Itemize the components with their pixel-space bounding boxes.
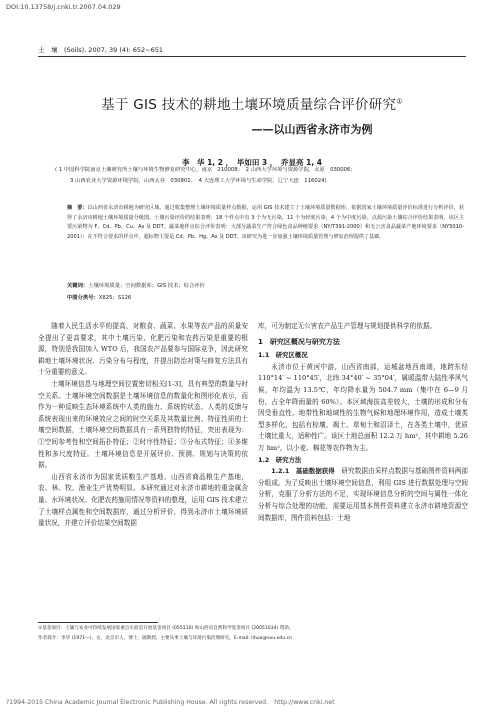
classification [67, 293, 464, 301]
classification-text: X825；S126 [98, 295, 132, 301]
copyright-footer: ?1994-2015 China Academic Journal Electronic Publishing House. All rights reserved. http://www.cnki.net [6, 699, 335, 706]
abstract-label: 摘 要： [67, 205, 88, 211]
classification-label: 中图分类号： [67, 295, 99, 301]
section-heading-1-2-1: 1.2.1 基础数据获得 [271, 467, 335, 476]
journal-citation: 土 壤 (Soils), 2007, 39 (4): 652~651 [38, 46, 164, 54]
footnote-author: 作者简介：李华 (1971—)，女，北京市人，博士，副教授，主要从事土壤与环境污染治理研究。E-mail: lihua@sxu.edu.cn [38, 636, 293, 641]
footnote-funding: ①基金项目：土壤与农业可持续发展国家重点实验室开放基金项目 (055110) 和山西省自然科学基金项目 (20051034) 资助。 [38, 626, 294, 631]
body-paragraph: 土壤环境信息与地理空间位置密切相关[1-3]，具有典型的数量与时空关系。土壤环境空间数据是土壤环境信息的数量化和图形化表示，而作为一种反映生态环境系统中人类的施力、系统的状态、人类的反馈与系统表现出来的环境效应之间的时空关系及其数量比例、特征性质的土壤空间数据，土壤环境空间数据具有一系列独特的特征，突出表现为：①空间参考性和空间拓扑特征；②时序性特征；③分布式特征；④多维性和多尺度特征。土壤环境信息是开展评价、预测、规划与决策的依据。 [38, 379, 248, 470]
affiliation-line-1: ( 1 中国科学院南京土壤研究所土壤与环境生物修复研究中心，南京 210008； 2 山西大学环境与资源学院，太原 030006； [55, 167, 356, 173]
footnote-rule [38, 622, 158, 623]
body-paragraph-continued: 库，可为制定无公害农产品生产管理与规划提供科学的依据。 [258, 322, 437, 330]
header-rule [38, 56, 466, 57]
body-paragraph: 随着人民生活水平的提高，对粮食、蔬菜、水果等农产品的质量安全提出了更高要求，其中土壤污染、化肥污染和农药污染是重要的根源，特别是我国加入 WTO 后，我国农产品要参与国际竞争，因此研究耕地土壤环境状况、污染分布与程度，并提出防治对策与修复方法具有十分重要的意义。 [38, 322, 248, 377]
section-heading-1: 1 研究区概况与研究方法 [258, 337, 340, 346]
body-paragraph: 山西省永济市为国家优质粮生产基地、山西省商品粮生产基地，农、林、牧、渔业生产优势明显。本研究通过对永济市耕地的重金属含量、水环境状况、化肥农药施用情况等资料的整理，运用 GIS 技术建立了土壤样点属性和空间数据库，通过分析评价，得到永济市土壤环境质量状况，并建立评价结果空间数据 [38, 472, 248, 528]
keywords-label: 关键词： [67, 283, 89, 289]
keywords [67, 281, 464, 289]
doi-header: DOI:10.13758/j.cnki.tr.2007.04.029 [6, 3, 121, 11]
title-text: 基于 GIS 技术的耕地土壤环境质量综合评价研究 [101, 97, 397, 113]
page-title [38, 93, 466, 113]
body-paragraph: 永济市位于黄河中游，山西省南部，运城盆地西南端，地跨东经 110°14′ ~ 110°45′，北纬 34°40′ ~ 35°04′，属暖温带大陆性季风气候，年均温为 13.5℃，年均降水量为 504.7 mm（集中在 6—9 月份，占全年降雨量的 60%）。本区域海拔高差较大，土壤的形成和分布因受垂直性、地带性和地域性的生物气候和地理环境作用，造成土壤类型多样化，包括有棕壤、褐土、草甸土和沼泽土，在各类土壤中，优质土壤比重大，适种性广。该区土地总面积 12.2 万 hm²，其中耕地 5.26 万 hm²，以小麦、棉花等农作物为主。 [258, 362, 468, 452]
abstract-text: 以山西省永济市耕地为研究区域，通过收集整理土壤环境质量样点数据，运用 GIS 技术建立了土壤环境质量数据库，依据国家土壤环境质量评价标准进行分析评价，获得了永济市耕地土壤环境质量分级图。土壤污染评价的结果表明：18 个样点中有 3 个为无污染，11 个为轻度污染，4 个为中度污染。点源污染土壤综合评价结果表明，该区主要污染物为 F、Cd、Pb、Cu、As 及 DDT。蔬菜地样点综合评价表明：大部分蔬菜生产符合绿色食品种植要求（NY/T391-2000）和无公害食品蔬菜产地环境要求（NY5010-2001）；在不符合要求的样点中，超标物主要是 Cd、Pb、Hg、As 及 DDT。该研究为进一步加强土壤环境质量管理与修复治理提供了基础。 [67, 205, 464, 240]
section-heading-1-2: 1.2 研究方法 [258, 455, 302, 464]
right-column [258, 321, 468, 524]
title-footnote-mark: ① [396, 97, 403, 106]
keywords-text: 土壤环境质量；空间数据库；GIS 技术；综合评价 [88, 283, 205, 289]
section-heading-1-1: 1.1 研究区概况 [258, 351, 308, 360]
body-paragraph: 研究数据由采样点数据与基础图件资料两部分组成。为了反映出土壤环境空间信息，利用 GIS 进行数据处理与空间分析，克服了分析方法的不足，实现环境信息分析的空间与属性一体化分析与综合处理的功能，需要运用基本图件资料建立永济市耕地资源空间数据库，图件资料包括：土地 [258, 467, 469, 522]
page-subtitle: ——以山西省永济市为例 [251, 123, 373, 136]
author-list: 李 华 1, 2 ， 毕如田 3 ， 乔显亮 1, 4 [181, 158, 323, 167]
affiliation-line-2: 3 山西农业大学资源环境学院，山西太谷 030801； 4 大连理工大学环境与生命学院，辽宁大连 116024) [70, 178, 327, 184]
left-column [38, 321, 248, 530]
abstract [67, 204, 464, 242]
